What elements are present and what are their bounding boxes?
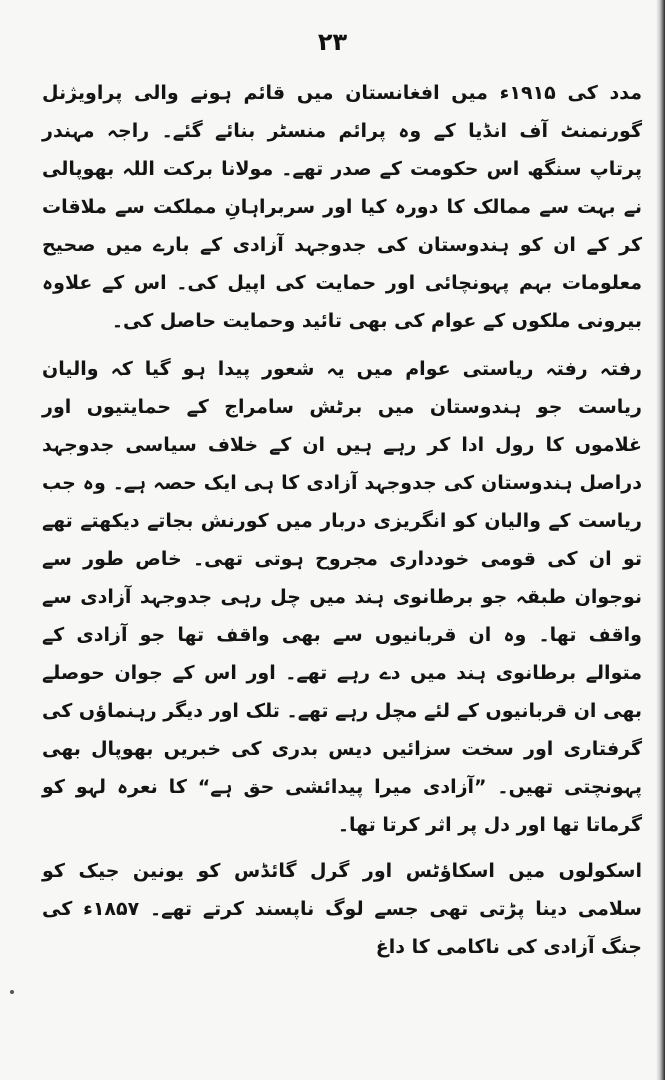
page-body bbox=[42, 74, 642, 966]
print-speck bbox=[10, 990, 14, 994]
page-number: ۲۳ bbox=[317, 28, 348, 56]
paragraph: مدد کی ۱۹۱۵ء میں افغانستان میں قائم ہونے والی پراویژنل گورنمنٹ آف انڈیا کے وہ پرائم منسٹر بنائے گئے۔ راجہ مہندر پرتاپ سنگھ اس حکومت کے صدر تھے۔ مولانا برکت اللہ بھوپالی نے بہت سے ممالک کا دورہ کیا اور سربراہانِ مملکت سے ملاقات کر کے ان کو ہندوستان کی جدوجہد آزادی کے بارے میں صحیح معلومات بہم پہونچائی اور حمایت کی اپیل کی۔ اس کے علاوہ بیرونی ملکوں کے عوام کی بھی تائید وحمایت حاصل کی۔ bbox=[42, 82, 642, 332]
paragraph: رفتہ رفتہ ریاستی عوام میں یہ شعور پیدا ہو گیا کہ والیان ریاست جو ہندوستان میں برٹش سامراج کے حمایتیوں اور غلاموں کا رول ادا کر رہے ہیں ان کے خلاف سیاسی جدوجہد دراصل ہندوستان کی جدوجہد آزادی کا ہی ایک حصہ ہے۔ وہ جب ریاست کے والیان کو انگریزی دربار میں کورنش بجاتے دیکھتے تھے تو ان کی قومی خودداری مجروح ہوتی تھی۔ خاص طور سے نوجوان طبقہ جو برطانوی ہند میں چل رہی جدوجہد آزادی سے واقف تھا۔ وہ ان قربانیوں سے بھی واقف تھا جو آزادی کے متوالے برطانوی ہند میں دے رہے تھے۔ اور اس کے جوان حوصلے بھی ان قربانیوں کے لئے مچل رہے تھے۔ تلک اور دیگر رہنماؤں کی گرفتاری اور سخت سزائیں دیس بدری کی خبریں بھوپال بھی پہونچتی تھیں۔ ”آزادی میرا پیدائشی حق ہے“ کا نعرہ لہو کو گرماتا تھا اور دل پر اثر کرتا تھا۔ bbox=[42, 358, 642, 836]
page-edge-shadow bbox=[656, 0, 665, 1080]
paragraph: اسکولوں میں اسکاؤٹس اور گرل گائڈس کو یونین جیک کو سلامی دینا پڑتی تھی جسے لوگ ناپسند کرتے تھے۔ ۱۸۵۷ء کی جنگ آزادی کی ناکامی کا داغ bbox=[42, 860, 642, 958]
